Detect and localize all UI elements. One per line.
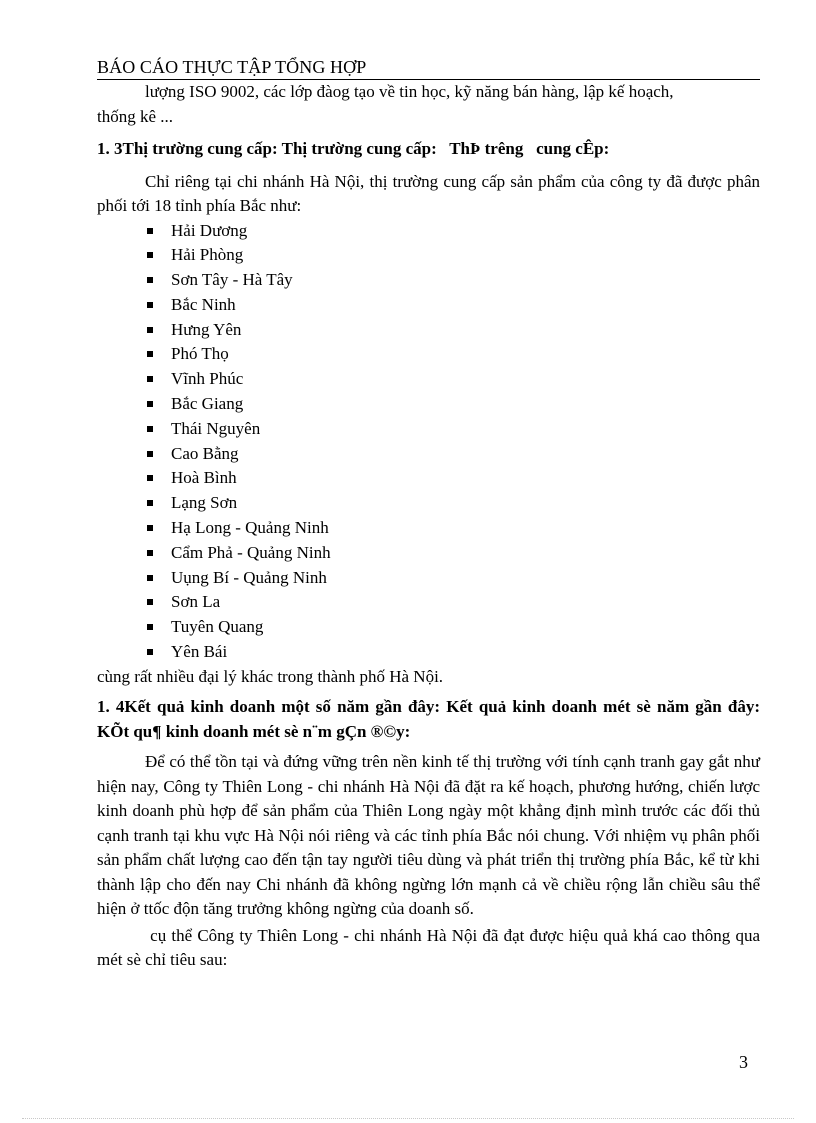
list-item	[97, 466, 760, 491]
bullet-square-icon	[147, 500, 153, 506]
province-list	[97, 219, 760, 665]
province-name: Yên Bái	[171, 642, 228, 662]
list-item	[97, 640, 760, 665]
bullet-square-icon	[147, 401, 153, 407]
list-item	[97, 219, 760, 244]
page-content	[97, 80, 786, 973]
list-item	[97, 392, 760, 417]
bullet-square-icon	[147, 475, 153, 481]
province-name: Hạ Long - Quảng Ninh	[171, 518, 329, 538]
province-name: Hoà Bình	[171, 468, 237, 488]
bullet-square-icon	[147, 426, 153, 432]
bullet-square-icon	[147, 550, 153, 556]
list-item	[97, 268, 760, 293]
intro-line: lượng ISO 9002, các lớp đàog tạo về tin học, kỹ năng bán hàng, lập kế hoạch,	[145, 82, 674, 101]
bullet-square-icon	[147, 302, 153, 308]
bullet-square-icon	[147, 451, 153, 457]
section-1-3-paragraph: Chỉ riêng tại chi nhánh Hà Nội, thị trường cung cấp sản phẩm của công ty đã được phân phối tới 18 tỉnh phía Bắc như:	[97, 171, 760, 215]
bullet-square-icon	[147, 624, 153, 630]
bullet-square-icon	[147, 525, 153, 531]
intro-line-continued: thống kê ...	[97, 106, 174, 126]
list-item	[97, 516, 760, 541]
province-name: Cẩm Phả - Quảng Ninh	[171, 542, 331, 562]
list-item	[97, 491, 760, 516]
province-name: Bắc Giang	[171, 394, 244, 414]
bullet-square-icon	[147, 376, 153, 382]
page-bottom-rule	[22, 1118, 794, 1119]
bullet-square-icon	[147, 599, 153, 605]
bullet-square-icon	[147, 327, 153, 333]
page-number: 3	[739, 1052, 748, 1072]
bullet-square-icon	[147, 252, 153, 258]
province-name: Hưng Yên	[171, 319, 242, 339]
province-name: Sơn Tây - Hà Tây	[171, 270, 293, 290]
list-item	[97, 342, 760, 367]
province-name: Hải Dương	[171, 220, 248, 240]
list-item	[97, 442, 760, 467]
province-name: Hải Phòng	[171, 245, 244, 265]
section-heading-1-4: 1. 4Kết quả kinh doanh một số năm gần đây: Kết quả kinh doanh mét sè năm gần đây: KÕt qu¶ kinh doanh mét sè n¨m gÇn ®©y:	[97, 697, 786, 741]
list-item	[97, 417, 760, 442]
list-item	[97, 615, 760, 640]
bullet-square-icon	[147, 575, 153, 581]
list-item	[97, 367, 760, 392]
section-1-3-closing: cùng rất nhiều đại lý khác trong thành phố Hà Nội.	[97, 666, 444, 686]
bullet-square-icon	[147, 649, 153, 655]
report-header: BÁO CÁO THỰC TẬP TỔNG HỢP	[97, 56, 760, 80]
list-item	[97, 243, 760, 268]
province-name: Sơn La	[171, 592, 221, 612]
list-item	[97, 566, 760, 591]
province-name: Cao Bằng	[171, 443, 239, 463]
list-item	[97, 318, 760, 343]
province-name: Bắc Ninh	[171, 294, 236, 314]
section-1-4-paragraph: Để có thể tồn tại và đứng vững trên nền kinh tế thị trường với tính cạnh tranh gay gắt như hiện nay, Công ty Thiên Long - chi nhánh Hà Nội đã đặt ra kế hoạch, phương hướng, chiến lược kinh doanh phù hợp để sản phẩm của Thiên Long ngày một khẳng định mình trước các đối thủ cạnh tranh tại khu vực Hà Nội nói riêng và các tỉnh phía Bắc nói chung. Với nhiệm vụ phân phối sản phẩm chất lượng cao đến tận tay người tiêu dùng và phát triển thị trường phía Bắc, kể từ khi thành lập cho đến nay Chi nhánh đã không ngừng lớn mạnh cả về chiều rộng lẫn chiều sâu thể hiện ở ttốc độn tăng trưởng không ngừng của doanh số.	[97, 752, 760, 919]
bullet-square-icon	[147, 228, 153, 234]
section-1-4-paragraph-2: cụ thể Công ty Thiên Long - chi nhánh Hà Nội đã đạt được hiệu quả khá cao thông qua mét sè chỉ tiêu sau:	[97, 925, 765, 970]
section-heading-1-3: 1. 3Thị trường cung cấp: Thị trường cung cấp: ThÞ trêng cung cÊp:	[97, 139, 610, 158]
province-name: Lạng Sơn	[171, 493, 238, 513]
province-name: Thái Nguyên	[171, 418, 261, 438]
list-item	[97, 590, 760, 615]
list-item	[97, 541, 760, 566]
province-name: Uụng Bí - Quảng Ninh	[171, 567, 327, 587]
bullet-square-icon	[147, 277, 153, 283]
list-item	[97, 293, 760, 318]
bullet-square-icon	[147, 351, 153, 357]
province-name: Phó Thọ	[171, 344, 229, 364]
province-name: Tuyên Quang	[171, 617, 264, 637]
province-name: Vĩnh Phúc	[171, 369, 244, 389]
